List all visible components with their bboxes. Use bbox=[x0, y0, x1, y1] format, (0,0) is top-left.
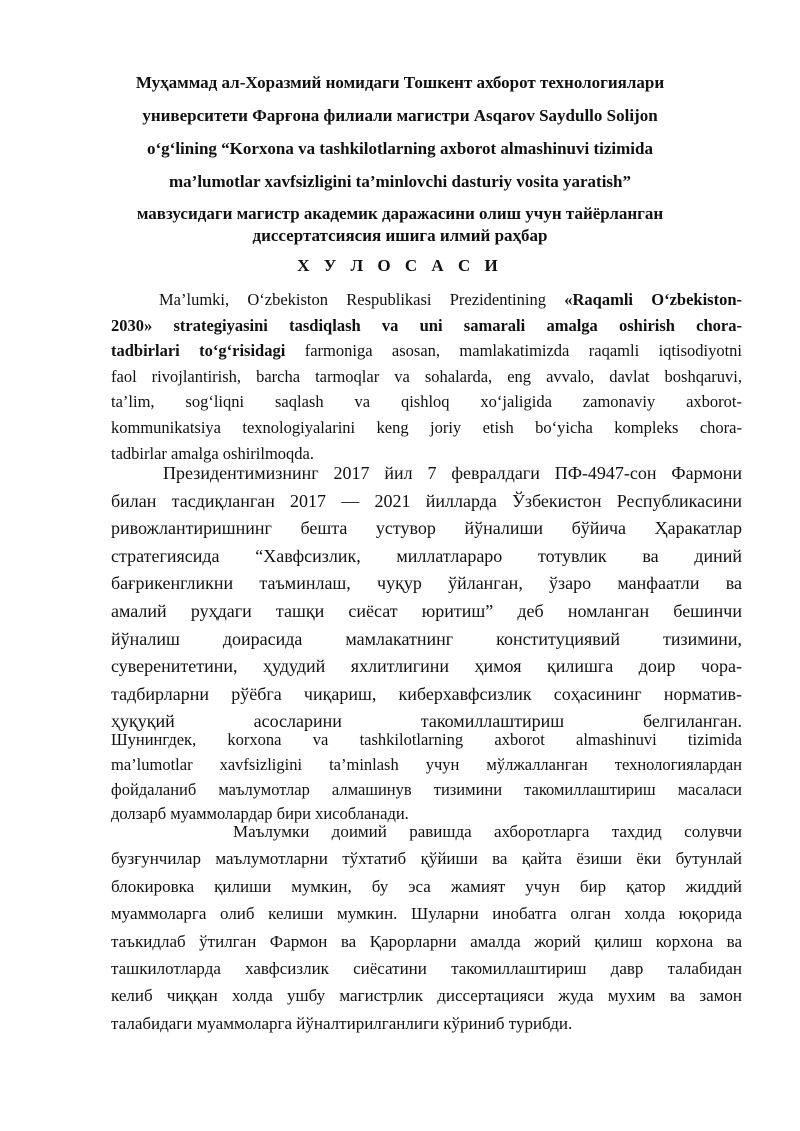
paragraph-line: ривожлантиришнинг бешта устувор йўналиши бўйича Ҳаракатлар bbox=[111, 518, 742, 539]
heading-line: Муҳаммад ал-Хоразмий номидаги Тошкент ахборот технологиялари bbox=[135, 73, 665, 92]
paragraph-line: блокировка қилиши мумкин, бу эса жамият учун бир қатор жиддий bbox=[111, 876, 742, 896]
text-bold: «Raqamli O‘zbekiston- bbox=[564, 290, 742, 309]
paragraph-line: суверенитетини, ҳудудий яхлитлигини ҳимоя қилишга доир чора- bbox=[111, 656, 742, 677]
paragraph-line: ҳуқуқий асосларини такомиллаштириш белгиланган. bbox=[111, 711, 742, 732]
paragraph-line: тадбирларни рўёбга чиқариш, киберхавфсизлик соҳасининг норматив- bbox=[111, 683, 742, 704]
paragraph-line: ташкилотларда хавфсизлик сиёсатини такомиллаштириш давр талабидан bbox=[111, 959, 742, 979]
heading-line: o‘g‘lining “Korxona va tashkilotlarning axborot almashinuvi tizimida bbox=[147, 139, 653, 158]
paragraph-line bbox=[111, 287, 742, 313]
paragraph-line bbox=[111, 313, 742, 339]
paragraph-3 bbox=[111, 728, 742, 827]
heading-line: университети Фарғона филиали магистри Asqarov Saydullo Solijon bbox=[142, 106, 658, 125]
paragraph-4 bbox=[111, 818, 742, 1037]
text-plain: farmoniga asosan, mamlakatimizda raqamli iqtisodiyotni bbox=[285, 341, 743, 361]
paragraph-line: ta’lim, sog‘liqni saqlash va qishloq xo‘jaligida zamonaviy axborot- bbox=[111, 392, 742, 412]
paragraph-line: муаммоларга олиб келиши мумкин. Шуларни инобатга олган холда юқорида bbox=[111, 904, 742, 924]
paragraph-line: kommunikatsiya texnologiyalarini keng joriy etish bo‘yicha kompleks chora- bbox=[111, 417, 742, 437]
paragraph-line: бузғунчилар маълумотларни тўхтатиб қўйиши ва қайта ёзиши ёки бутунлай bbox=[111, 849, 742, 869]
paragraph-1 bbox=[111, 287, 742, 466]
paragraph-line: ma’lumotlar xavfsizligini ta’minlash учун мўлжалланган технологиялардан bbox=[111, 754, 742, 774]
paragraph-line: йўналиш доирасида мамлакатнинг конституциявий тизимини, bbox=[111, 628, 742, 649]
paragraph-line: tadbirlar amalga oshirilmoqda. bbox=[111, 443, 314, 463]
paragraph-line: таъкидлаб ўтилган Фармон ва Қарорларни амалда жорий қилиш корхона ва bbox=[111, 931, 742, 951]
paragraph-line: келиб чиққан холда ушбу магистрлик диссертацияси жуда мухим ва замон bbox=[111, 986, 742, 1006]
text-bold: tadbirlari to‘g‘risidagi bbox=[111, 341, 286, 361]
heading-line: мавзусидаги магистр академик даражасини олиш учун тайёрланган bbox=[136, 204, 664, 223]
paragraph-line: билан тасдиқланган 2017 — 2021 йилларда Ўзбекистон Республикасини bbox=[111, 490, 742, 511]
paragraph-line: Маълумки доимий равишда ахборотларга тахдид солувчи bbox=[233, 822, 742, 841]
paragraph-line: амалий руҳдаги ташқи сиёсат юритиш” деб номланган бешинчи bbox=[111, 600, 742, 621]
text-bold: 2030» strategiyasini tasdiqlash va uni samarali amalga oshirish chora- bbox=[111, 315, 742, 335]
document-heading bbox=[120, 66, 680, 247]
paragraph-line: бағрикенгликни таъминлаш, чуқур ўйланган, ўзаро манфаатли ва bbox=[111, 573, 742, 594]
paragraph-line: долзарб муаммолардар бири хисобланади. bbox=[111, 804, 409, 824]
paragraph-2 bbox=[111, 460, 742, 736]
paragraph-line: фойдаланиб маълумотлар алмашинув тизимини такомиллаштириш масаласи bbox=[111, 779, 742, 799]
document-title: Х У Л О С А С И bbox=[297, 256, 503, 275]
paragraph-line: талабидаги муаммоларга йўналтирилганлиги кўриниб турибди. bbox=[111, 1013, 573, 1033]
heading-line: ma’lumotlar xavfsizligini ta’minlovchi dasturiy vosita yaratish” bbox=[169, 172, 631, 191]
heading-line: диссертатсиясия ишига илмий раҳбар bbox=[252, 226, 548, 245]
paragraph-line: faol rivojlantirish, barcha tarmoqlar va sohalarda, eng avvalo, davlat boshqaruvi, bbox=[111, 366, 742, 386]
paragraph-line: Президентимизнинг 2017 йил 7 февралдаги ПФ-4947-сон Фармони bbox=[163, 463, 742, 483]
paragraph-line: стратегиясида “Хавфсизлик, миллатлараро тотувлик ва диний bbox=[111, 545, 742, 566]
paragraph-line: Шунингдек, korxona va tashkilotlarning axborot almashinuvi tizimida bbox=[111, 730, 742, 749]
text-plain: Ma’lumki, O‘zbekiston Respublikasi Prezidentining bbox=[159, 290, 565, 309]
paragraph-line bbox=[111, 338, 742, 364]
